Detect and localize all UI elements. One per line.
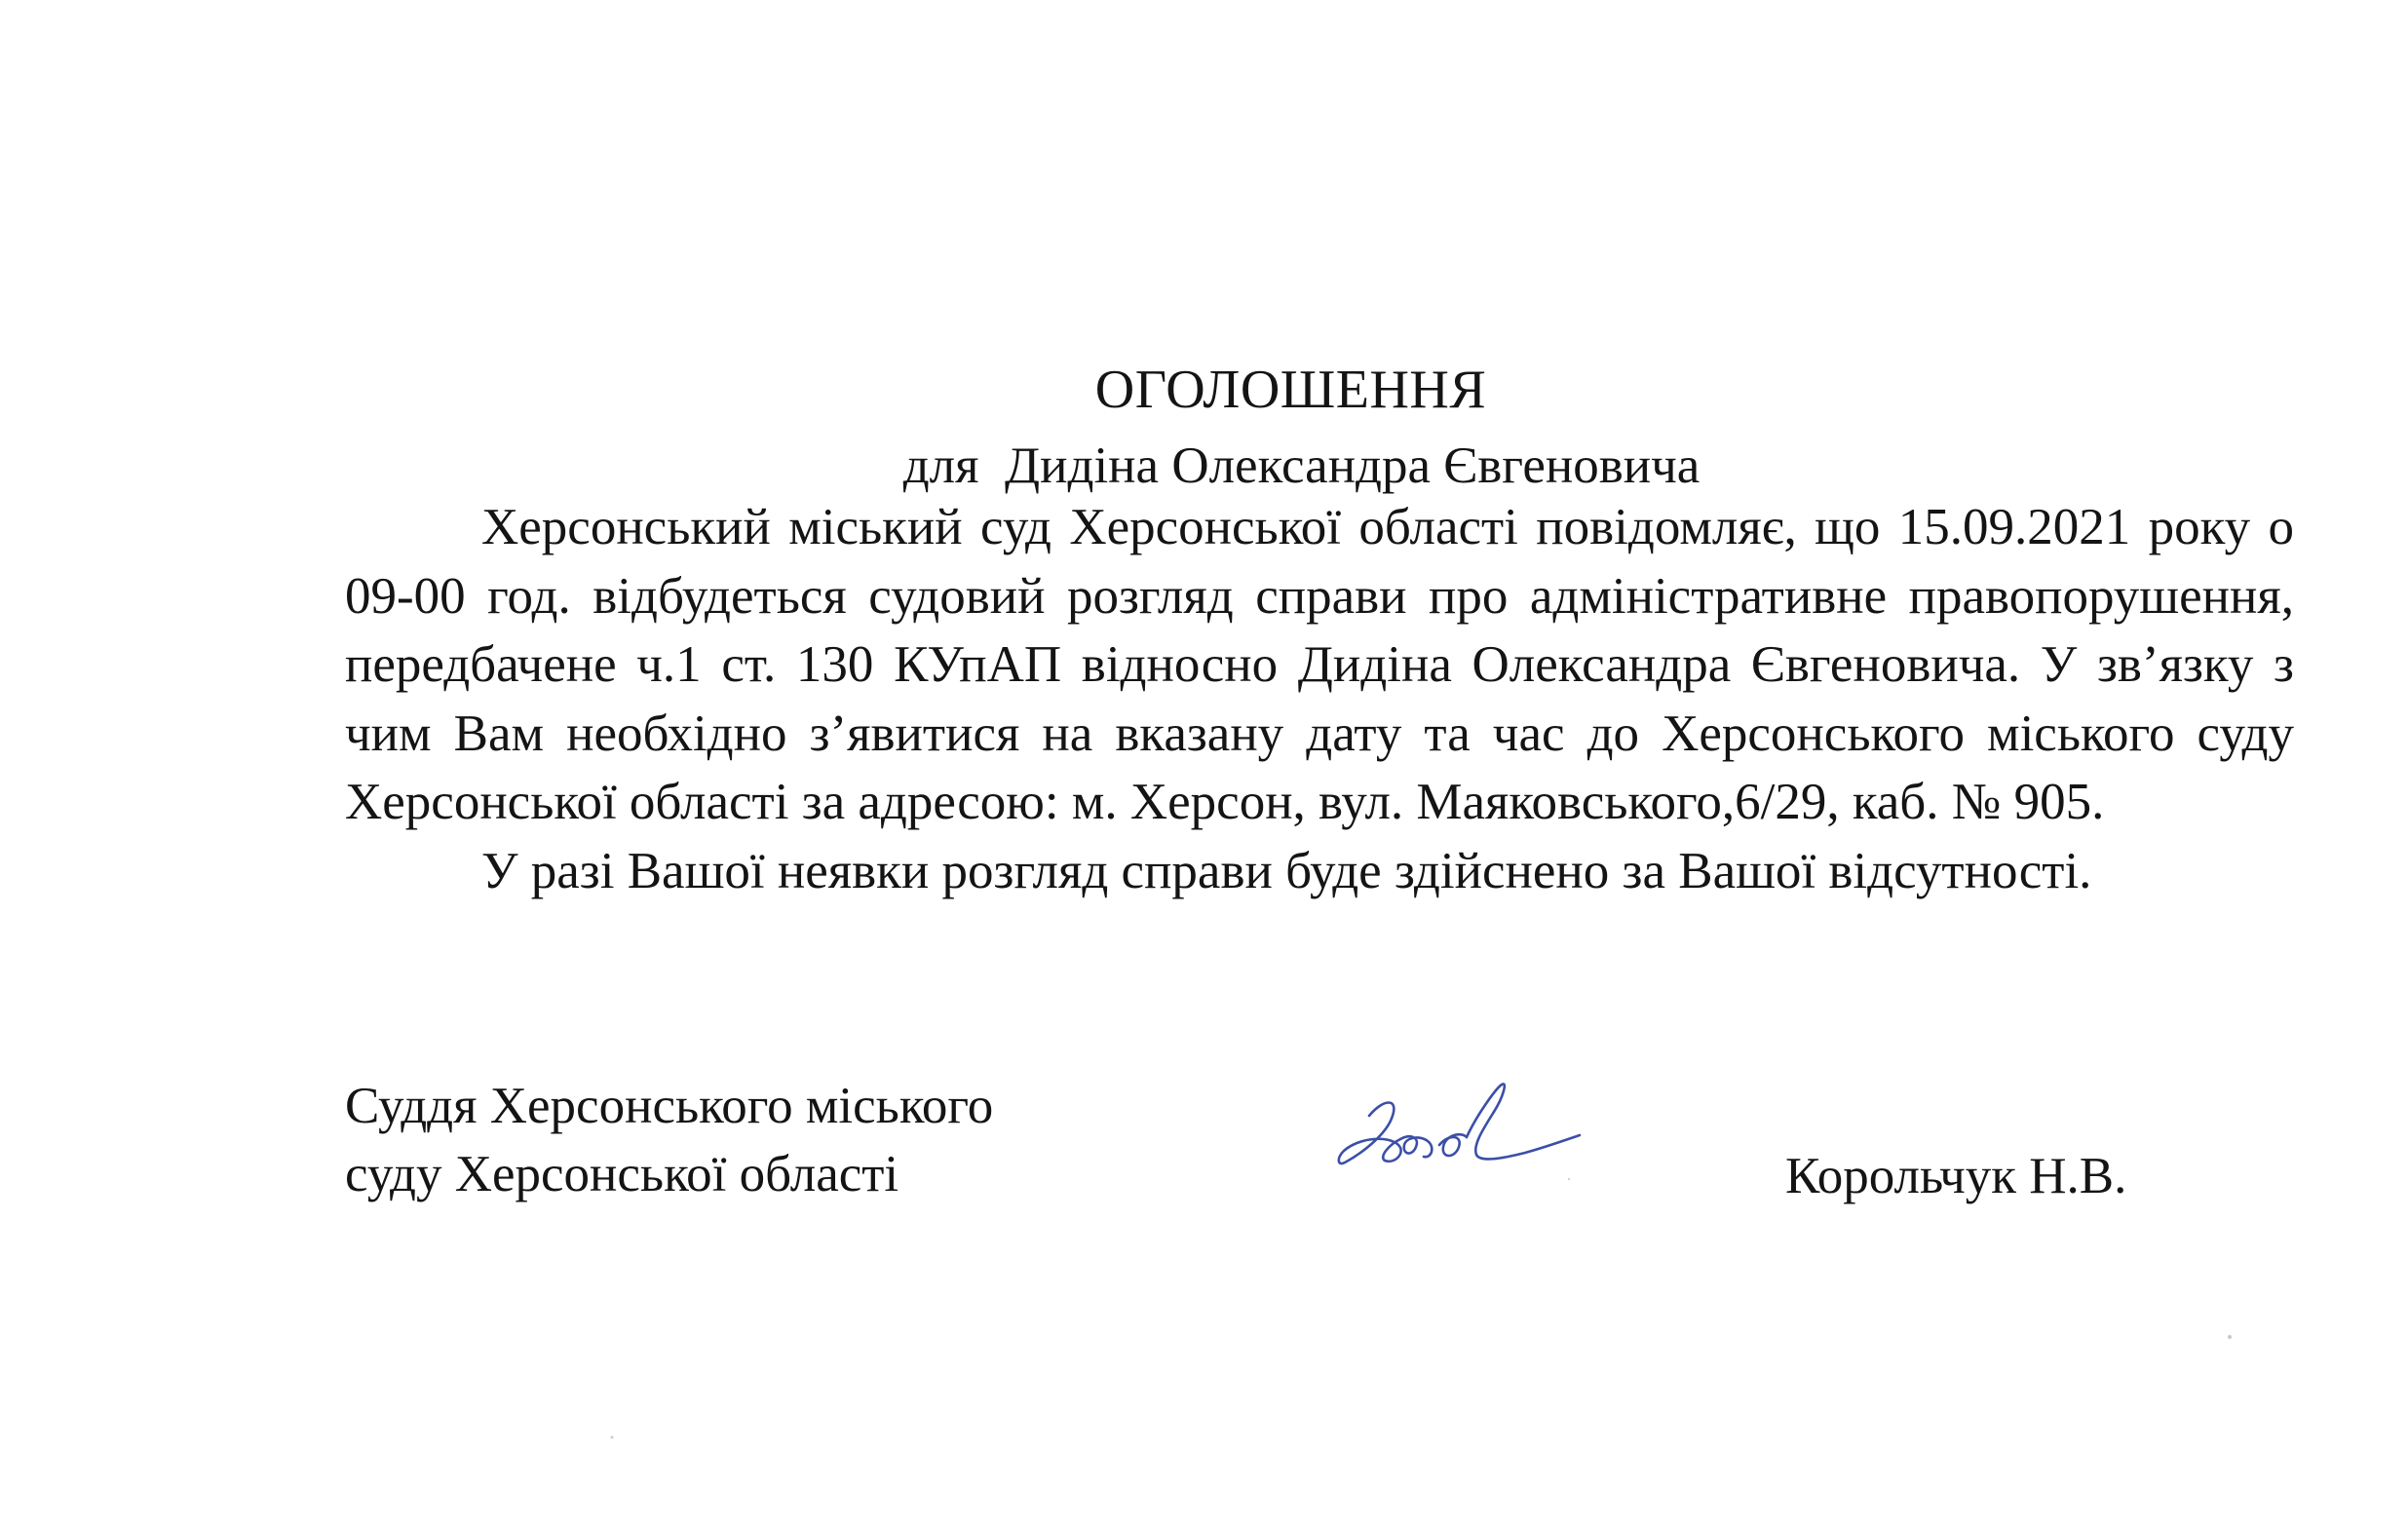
notice-body	[345, 493, 2294, 905]
judge-position-line1: Суддя Херсонського міського	[345, 1078, 994, 1134]
notice-title: ОГОЛОШЕННЯ	[1094, 360, 1487, 420]
notice-addressee: для Дидіна Олександра Євгеновича	[902, 438, 1701, 494]
handwritten-signature	[1330, 1077, 1584, 1184]
judge-position	[345, 1072, 993, 1208]
judge-position-line2: суду Херсонської області	[345, 1146, 899, 1202]
notice-paragraph-main: Херсонський міський суд Херсонської області повідомляє, що 15.09.2021 року о 09-00 год. відбудеться судовий розгляд справи про адміністративне правопорушення, передбачене ч.1 ст. 130 КУпАП відносно Дидіна Олександра Євгеновича. У зв’язку з чим Вам необхідно з’явитися на вказану дату та час до Херсонського міського суду Херсонської області за адресою: м. Херсон, вул. Маяковського,6/29, каб. № 905.	[345, 499, 2294, 830]
judge-name: Корольчук Н.В.	[1785, 1148, 2127, 1204]
notice-paragraph-absence: У разі Вашої неявки розгляд справи буде здійснено за Вашої відсутності.	[481, 842, 2092, 899]
